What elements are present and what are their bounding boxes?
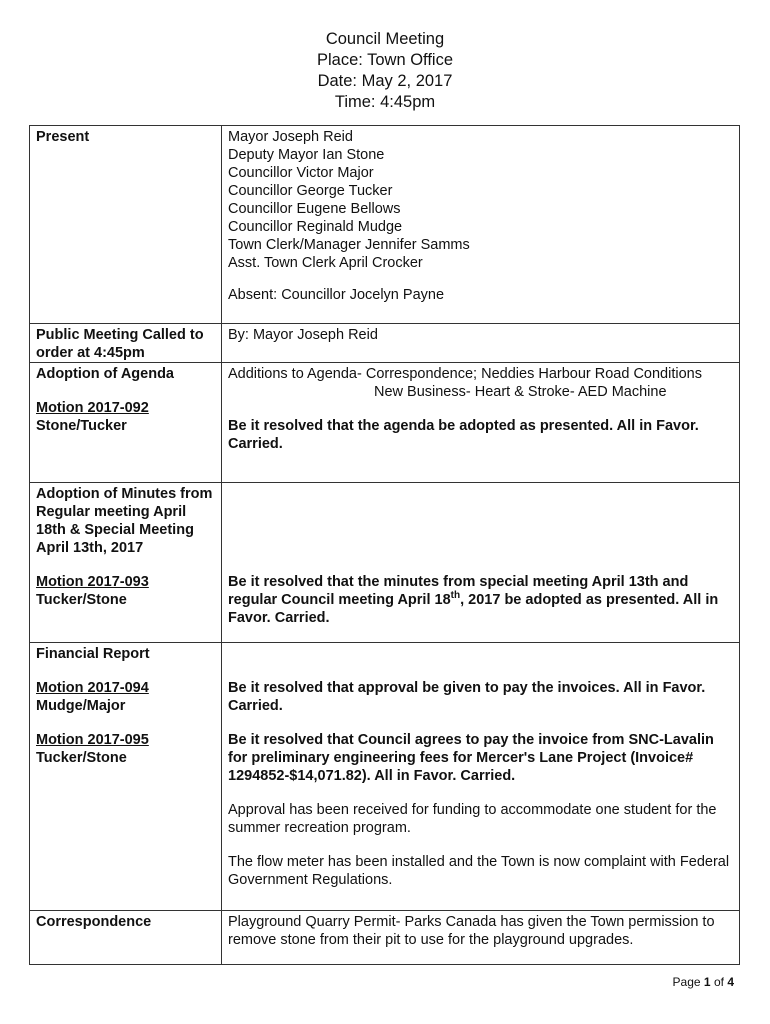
meeting-place: Place: Town Office	[316, 51, 454, 69]
minutes-resolution: Be it resolved that the minutes from special meeting April 13th and regular Council meeting April 18th, 2017 be adopted as presented. All in Favor. Carried.	[228, 574, 719, 626]
financial-resolution-2: Be it resolved that Council agrees to pay the invoice from SNC-Lavalin for preliminary engineering fees for Mercer's Lane Project (Invoice# 1294852-$14,071.82). All in Favor. Carried.	[228, 732, 714, 784]
table-row-minutes	[30, 483, 740, 643]
attendee: Councillor George Tucker	[228, 183, 393, 199]
attendee: Councillor Victor Major	[228, 165, 374, 181]
motion-093	[36, 573, 215, 609]
minutes-label-cell	[30, 483, 222, 643]
agenda-label: Adoption of Agenda	[36, 366, 174, 382]
motion-movers: Stone/Tucker	[36, 418, 127, 434]
correspondence-text: Playground Quarry Permit- Parks Canada has given the Town permission to remove stone from their pit to use for the playground upgrades.	[228, 914, 715, 948]
minutes-label: Adoption of Minutes from Regular meeting April 18th & Special Meeting April 13th, 2017	[36, 486, 213, 556]
document-header	[0, 29, 770, 113]
attendee: Town Clerk/Manager Jennifer Samms	[228, 237, 470, 253]
agenda-resolution: Be it resolved that the agenda be adopted as presented. All in Favor. Carried.	[228, 418, 699, 452]
agenda-label-cell	[30, 363, 222, 483]
motion-number: Motion 2017-095	[36, 732, 149, 748]
correspondence-label: Correspondence	[36, 914, 152, 930]
of-word: of	[713, 975, 724, 989]
financial-note-1: Approval has been received for funding to accommodate one student for the summer recreation program.	[228, 802, 717, 836]
financial-resolution-1: Be it resolved that approval be given to pay the invoices. All in Favor. Carried.	[228, 680, 706, 714]
motion-movers: Tucker/Stone	[36, 592, 127, 608]
minutes-table	[29, 125, 740, 965]
present-label: Present	[36, 129, 90, 145]
attendee: Deputy Mayor Ian Stone	[228, 147, 385, 163]
agenda-additions-new-business: New Business- Heart & Stroke- AED Machine	[374, 384, 667, 400]
called-label: Public Meeting Called to order at 4:45pm	[36, 327, 204, 361]
table-row-agenda	[30, 363, 740, 483]
present-attendees-cell	[222, 126, 740, 324]
motion-number: Motion 2017-092	[36, 400, 149, 416]
table-row-financial	[30, 643, 740, 911]
agenda-detail-cell	[222, 363, 740, 483]
called-label-cell	[30, 324, 222, 363]
motion-movers: Tucker/Stone	[36, 750, 127, 766]
table-row-called	[30, 324, 740, 363]
motion-092	[36, 399, 215, 435]
called-by-cell	[222, 324, 740, 363]
present-label-cell	[30, 126, 222, 324]
page-word: Page	[672, 975, 701, 989]
motion-movers: Mudge/Major	[36, 698, 126, 714]
financial-label: Financial Report	[36, 646, 150, 662]
page-number: 1	[703, 975, 711, 989]
attendee: Councillor Eugene Bellows	[228, 201, 401, 217]
meeting-time: Time: 4:45pm	[334, 93, 436, 111]
table-row-correspondence	[30, 911, 740, 965]
motion-094	[36, 679, 215, 715]
page-footer	[673, 975, 734, 989]
agenda-additions: Additions to Agenda- Correspondence; Neddies Harbour Road Conditions	[228, 366, 702, 382]
absent-text: Absent: Councillor Jocelyn Payne	[228, 287, 445, 303]
correspondence-detail-cell	[222, 911, 740, 965]
page-total: 4	[727, 975, 734, 989]
table-row-present	[30, 126, 740, 324]
correspondence-label-cell	[30, 911, 222, 965]
motion-number: Motion 2017-093	[36, 574, 149, 590]
financial-detail-cell	[222, 643, 740, 911]
attendee: Asst. Town Clerk April Crocker	[228, 255, 423, 271]
motion-095	[36, 731, 215, 767]
financial-note-2: The flow meter has been installed and the Town is now complaint with Federal Government Regulations.	[228, 854, 730, 888]
meeting-date: Date: May 2, 2017	[317, 72, 453, 90]
motion-number: Motion 2017-094	[36, 680, 149, 696]
attendee: Mayor Joseph Reid	[228, 129, 353, 145]
attendee: Councillor Reginald Mudge	[228, 219, 403, 235]
called-by: By: Mayor Joseph Reid	[228, 327, 378, 343]
meeting-title: Council Meeting	[325, 30, 445, 48]
minutes-detail-cell	[222, 483, 740, 643]
financial-label-cell	[30, 643, 222, 911]
